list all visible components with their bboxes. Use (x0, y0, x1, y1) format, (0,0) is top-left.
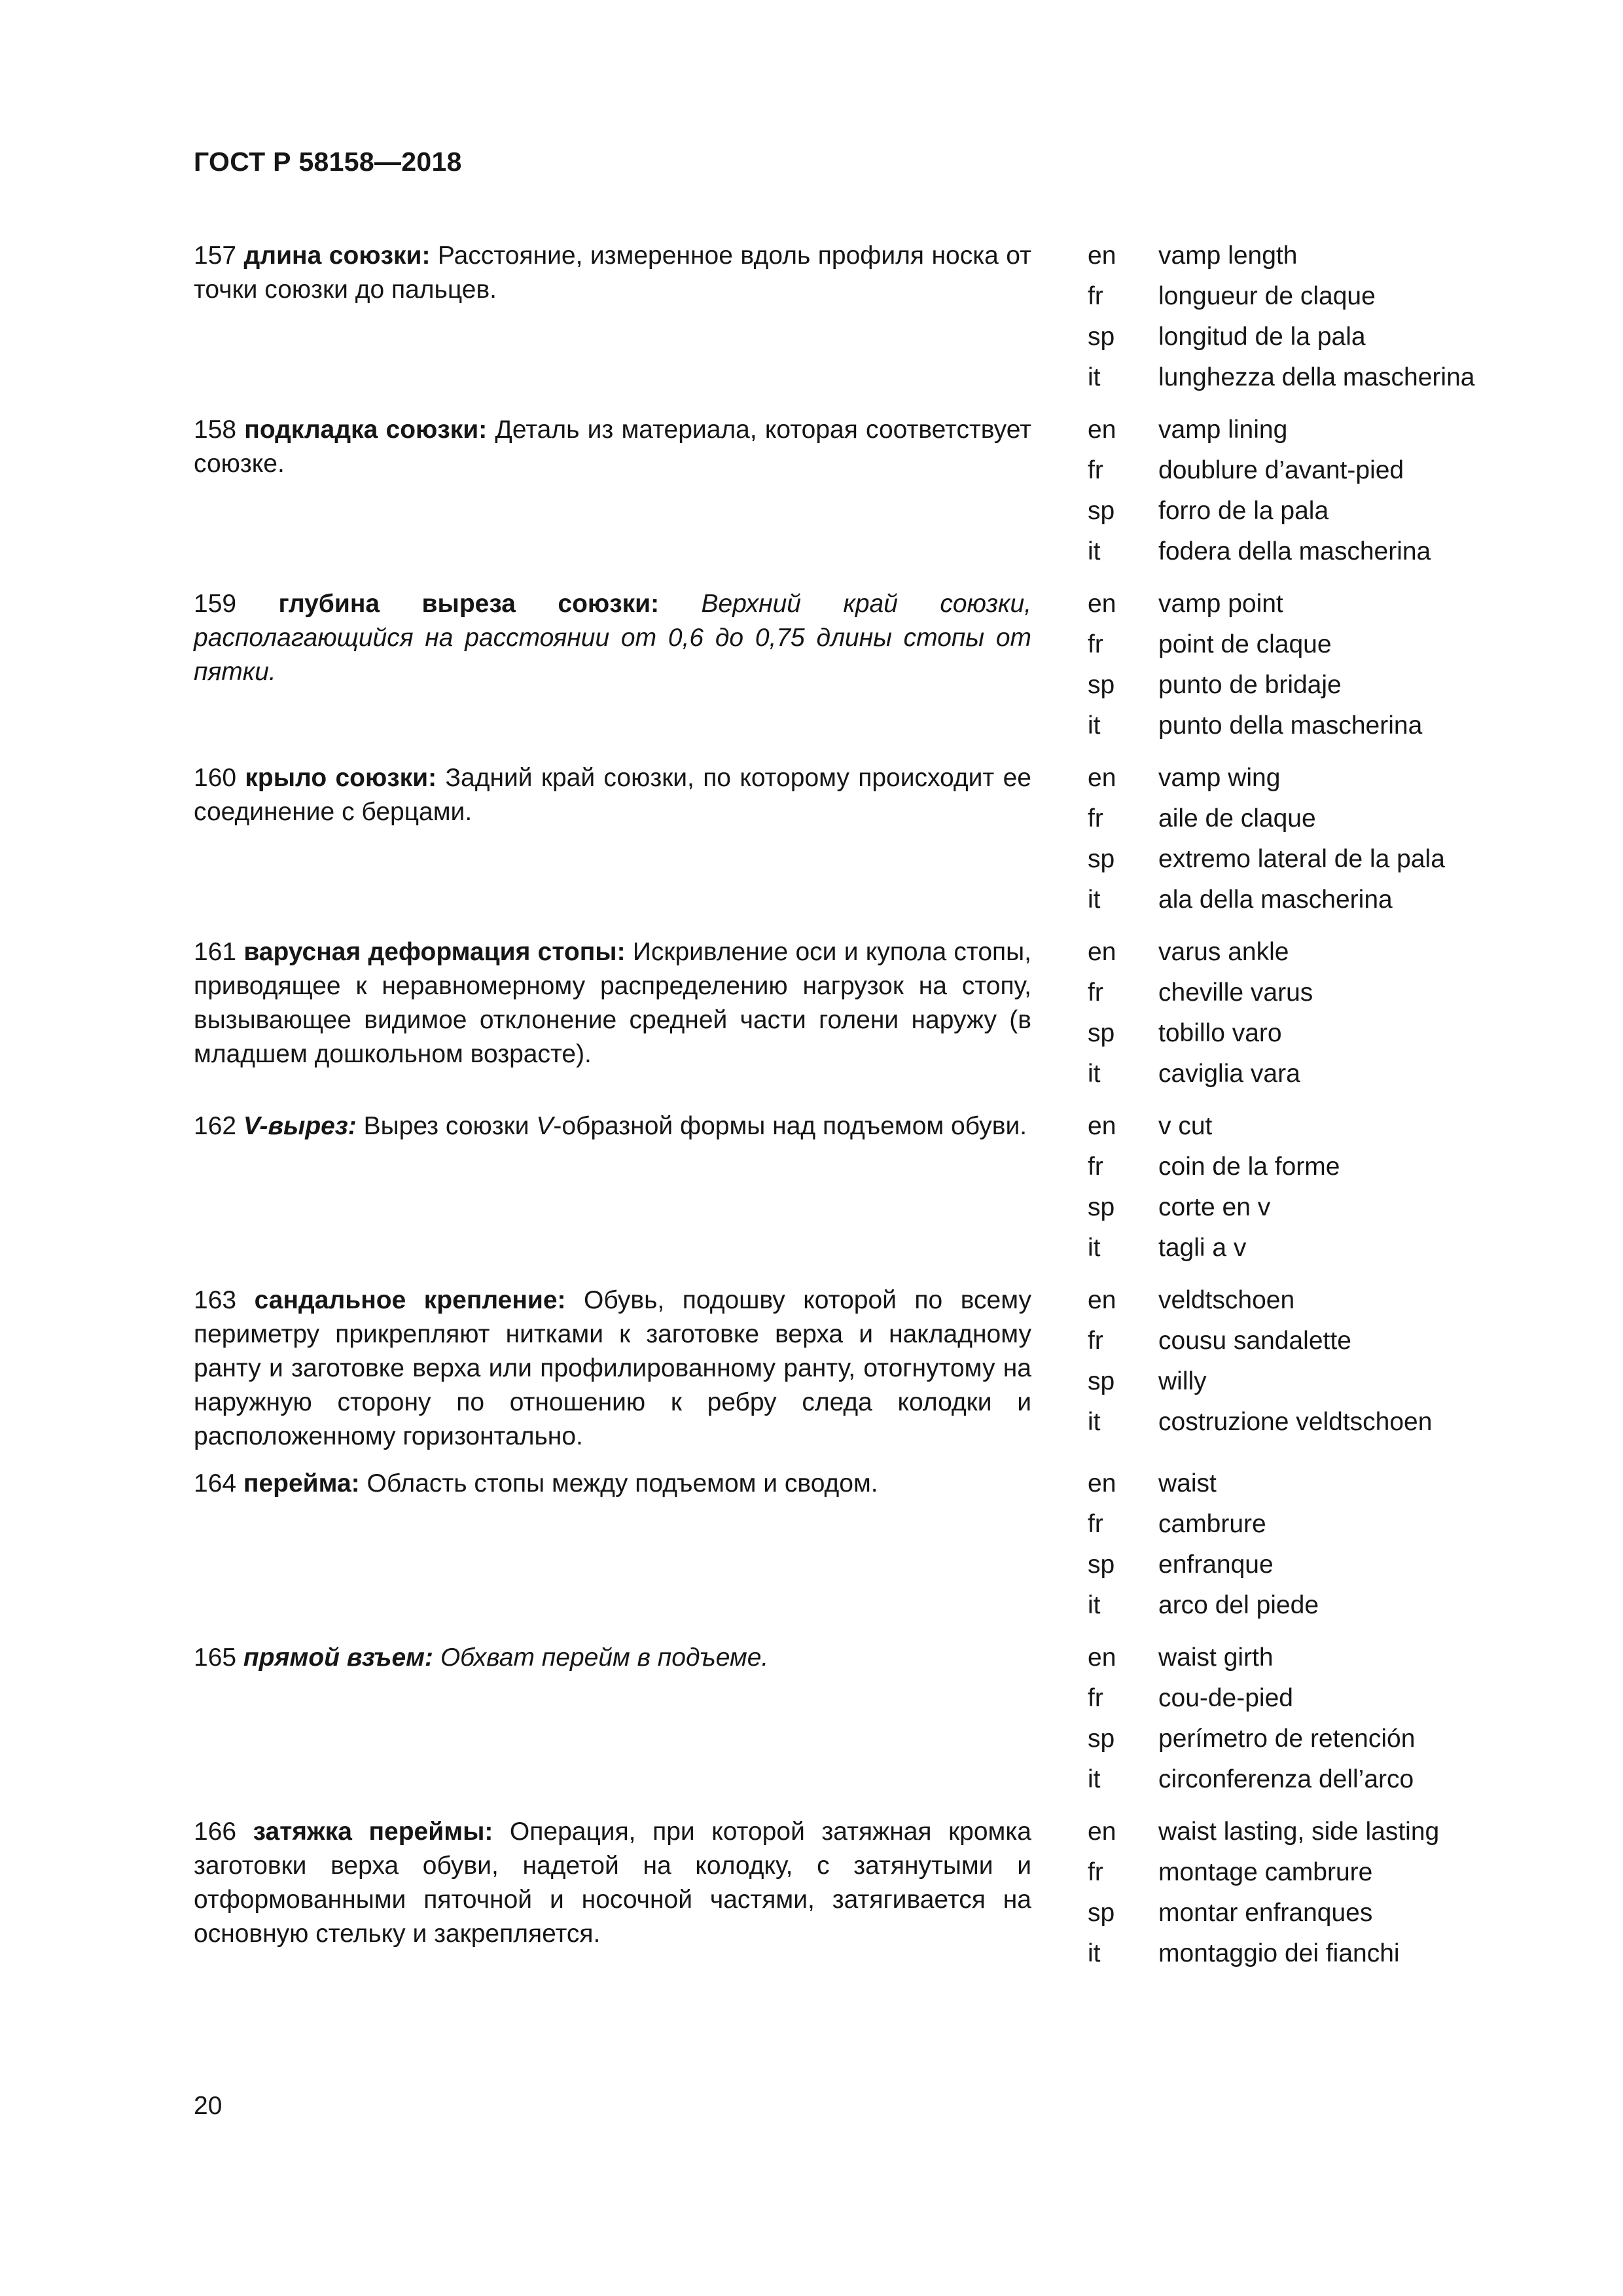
lang-code: en (1088, 938, 1116, 966)
translation-sp (1088, 1191, 1340, 1231)
lang-code: sp (1088, 323, 1115, 351)
translations (1088, 1283, 1432, 1446)
term-text: Обувь, подошву которой по всему периметру прикрепляют нитками к заготовке верха и накладному ранту и заготовке верха или профилированному ранту, отогнутому на наружную сторону по отношению к ребру следа колодки и расположенному горизонтально. (194, 1286, 1031, 1450)
lang-code: it (1088, 537, 1101, 565)
translation-it (1088, 535, 1431, 575)
lang-code: sp (1088, 1899, 1115, 1927)
translation-text: cou-de-pied (1158, 1684, 1293, 1712)
term-title: варусная деформация стопы: (243, 938, 626, 966)
translation-text: v cut (1158, 1112, 1213, 1140)
term-entry-162 (194, 1109, 1503, 1283)
lang-code: en (1088, 764, 1116, 792)
lang-code: en (1088, 590, 1116, 618)
lang-code: it (1088, 1939, 1101, 1967)
translation-en (1088, 1815, 1439, 1856)
translation-text: willy (1158, 1367, 1207, 1395)
lang-code: it (1088, 1765, 1101, 1793)
lang-code: en (1088, 416, 1116, 444)
translation-sp (1088, 1896, 1439, 1937)
term-definition (194, 935, 1031, 1071)
translation-text: forro de la pala (1158, 497, 1329, 525)
term-entry-160 (194, 761, 1503, 935)
term-number: 157 (194, 242, 237, 270)
translation-it (1088, 1057, 1313, 1098)
translation-sp (1088, 320, 1474, 361)
translation-fr (1088, 454, 1431, 494)
translation-text: aile de claque (1158, 804, 1316, 833)
term-text: Задний край союзки, по которому происходит ее соединение с берцами. (194, 764, 1031, 826)
term-text: Верхний край союзки, располагающийся на расстоянии от 0,6 до 0,75 длины стопы от пятки. (194, 590, 1031, 686)
lang-code: fr (1088, 1327, 1103, 1355)
translation-en (1088, 1109, 1340, 1150)
term-title: сандальное крепление: (254, 1286, 566, 1314)
translation-sp (1088, 842, 1445, 883)
translation-en (1088, 1467, 1319, 1507)
term-text: Деталь из материала, которая соответствует союзке. (194, 416, 1031, 478)
translation-en (1088, 761, 1445, 802)
translations (1088, 587, 1422, 749)
lang-code: it (1088, 1408, 1101, 1436)
lang-code: en (1088, 242, 1116, 270)
translation-sp (1088, 1365, 1432, 1405)
translation-text: punto della mascherina (1158, 711, 1423, 740)
lang-code: fr (1088, 1858, 1103, 1886)
translation-text: vamp point (1158, 590, 1283, 618)
lang-code: it (1088, 886, 1101, 914)
translation-text: caviglia vara (1158, 1060, 1300, 1088)
translation-text: perímetro de retención (1158, 1725, 1416, 1753)
translation-text: punto de bridaje (1158, 671, 1342, 699)
translation-text: veldtschoen (1158, 1286, 1295, 1314)
translation-text: vamp length (1158, 242, 1298, 270)
term-title: глубина выреза союзки: (278, 590, 660, 618)
translation-text: arco del piede (1158, 1591, 1319, 1619)
translation-text: longitud de la pala (1158, 323, 1366, 351)
translation-en (1088, 413, 1431, 454)
lang-code: sp (1088, 1725, 1115, 1753)
term-definition (194, 587, 1031, 689)
term-number: 162 (194, 1112, 237, 1140)
lang-code: it (1088, 1060, 1101, 1088)
translation-text: coin de la forme (1158, 1153, 1340, 1181)
term-number: 164 (194, 1469, 237, 1498)
translation-sp (1088, 668, 1422, 709)
lang-code: en (1088, 1643, 1116, 1672)
translation-fr (1088, 1507, 1319, 1548)
term-number: 165 (194, 1643, 237, 1672)
term-title: затяжка переймы: (253, 1818, 493, 1846)
lang-code: sp (1088, 497, 1115, 525)
lang-code: it (1088, 711, 1101, 740)
translation-fr (1088, 1150, 1340, 1191)
translation-text: montar enfranques (1158, 1899, 1373, 1927)
translation-text: cheville varus (1158, 978, 1313, 1007)
term-title: перейма: (243, 1469, 360, 1498)
translation-it (1088, 1231, 1340, 1272)
lang-code: fr (1088, 1153, 1103, 1181)
lang-code: it (1088, 1234, 1101, 1262)
translation-fr (1088, 628, 1422, 668)
term-title: подкладка союзки: (244, 416, 488, 444)
translation-sp (1088, 1548, 1319, 1588)
translation-fr (1088, 1681, 1415, 1722)
term-text: Область стопы между подъемом и сводом. (366, 1469, 878, 1498)
term-entry-157 (194, 239, 1503, 413)
translation-fr (1088, 976, 1313, 1016)
lang-code: fr (1088, 1510, 1103, 1538)
translation-text: tobillo varo (1158, 1019, 1282, 1047)
translation-text: tagli a v (1158, 1234, 1247, 1262)
term-text-part: Вырез союзки (363, 1112, 537, 1140)
term-entries (194, 239, 1503, 1989)
translation-text: waist lasting, side lasting (1158, 1818, 1440, 1846)
translation-text: vamp lining (1158, 416, 1288, 444)
term-entry-166 (194, 1815, 1503, 1989)
translation-sp (1088, 494, 1431, 535)
term-number: 160 (194, 764, 237, 792)
translation-it (1088, 709, 1422, 749)
lang-code: sp (1088, 845, 1115, 873)
translation-fr (1088, 1324, 1432, 1365)
term-definition (194, 1283, 1031, 1454)
translation-text: ala della mascherina (1158, 886, 1393, 914)
lang-code: en (1088, 1286, 1116, 1314)
translation-text: fodera della mascherina (1158, 537, 1431, 565)
lang-code: fr (1088, 630, 1103, 658)
term-entry-164 (194, 1467, 1503, 1641)
term-text (364, 1112, 1027, 1140)
translation-en (1088, 1641, 1415, 1681)
translation-text: waist (1158, 1469, 1217, 1498)
translation-text: circonferenza dell’arco (1158, 1765, 1414, 1793)
translation-fr (1088, 802, 1445, 842)
translation-text: varus ankle (1158, 938, 1289, 966)
translations (1088, 935, 1313, 1098)
term-entry-165 (194, 1641, 1503, 1815)
lang-code: it (1088, 363, 1101, 391)
translation-text: vamp wing (1158, 764, 1281, 792)
translations (1088, 413, 1431, 575)
translation-text: extremo lateral de la pala (1158, 845, 1445, 873)
translations (1088, 1641, 1415, 1803)
translations (1088, 1467, 1319, 1629)
lang-code: en (1088, 1818, 1116, 1846)
translation-text: waist girth (1158, 1643, 1274, 1672)
term-text: Операция, при которой затяжная кромка заготовки верха обуви, надетой на колодку, с затянутыми и отформованными пяточной и носочной частями, затягивается на основную стельку и закрепляется. (194, 1818, 1031, 1948)
translations (1088, 1109, 1340, 1272)
term-title: длина союзки: (243, 242, 431, 270)
page-number: 20 (194, 2092, 223, 2120)
translation-text: doublure d’avant-pied (1158, 456, 1404, 484)
lang-code: fr (1088, 1684, 1103, 1712)
lang-code: en (1088, 1112, 1116, 1140)
translation-text: costruzione veldtschoen (1158, 1408, 1433, 1436)
translation-it (1088, 1937, 1439, 1977)
translations (1088, 239, 1474, 401)
translation-en (1088, 935, 1313, 976)
translation-en (1088, 239, 1474, 279)
translation-sp (1088, 1722, 1415, 1763)
term-entry-158 (194, 413, 1503, 587)
translations (1088, 1815, 1439, 1977)
translation-text: point de claque (1158, 630, 1332, 658)
term-number: 161 (194, 938, 237, 966)
term-definition (194, 1641, 1031, 1675)
lang-code: sp (1088, 1551, 1115, 1579)
translation-text: montage cambrure (1158, 1858, 1373, 1886)
lang-code: sp (1088, 671, 1115, 699)
translation-text: montaggio dei fianchi (1158, 1939, 1400, 1967)
translation-it (1088, 1405, 1432, 1446)
translation-it (1088, 883, 1445, 924)
document-header: ГОСТ Р 58158—2018 (194, 147, 462, 177)
lang-code: en (1088, 1469, 1116, 1498)
translation-it (1088, 1763, 1415, 1803)
term-definition (194, 1109, 1031, 1143)
lang-code: sp (1088, 1019, 1115, 1047)
translation-text: lunghezza della mascherina (1158, 363, 1475, 391)
translations (1088, 761, 1445, 924)
translation-fr (1088, 1856, 1439, 1896)
term-title: крыло союзки: (245, 764, 437, 792)
lang-code: sp (1088, 1367, 1115, 1395)
lang-code: fr (1088, 282, 1103, 310)
translation-text: enfranque (1158, 1551, 1274, 1579)
translation-text: corte en v (1158, 1193, 1271, 1221)
translation-text: cambrure (1158, 1510, 1266, 1538)
term-definition (194, 1467, 1031, 1501)
term-number: 159 (194, 590, 237, 618)
term-entry-163 (194, 1283, 1503, 1467)
term-entry-161 (194, 935, 1503, 1109)
translation-sp (1088, 1016, 1313, 1057)
lang-code: it (1088, 1591, 1101, 1619)
term-text: Искривление оси и купола стопы, приводящее к неравномерному распределению нагрузок на стопу, вызывающее видимое отклонение средней части голени наружу (в младшем дошкольном возрасте). (194, 938, 1031, 1068)
term-number: 158 (194, 416, 237, 444)
translation-it (1088, 1588, 1319, 1629)
translation-en (1088, 1283, 1432, 1324)
translation-it (1088, 361, 1474, 401)
lang-code: fr (1088, 978, 1103, 1007)
term-number: 166 (194, 1818, 237, 1846)
term-text: Расстояние, измеренное вдоль профиля носка от точки союзки до пальцев. (194, 242, 1031, 304)
term-title: V-вырез: (243, 1112, 357, 1140)
term-title: прямой взъем: (243, 1643, 433, 1672)
translation-text: cousu sandalette (1158, 1327, 1351, 1355)
term-entry-159 (194, 587, 1503, 761)
lang-code: fr (1088, 804, 1103, 833)
translation-en (1088, 587, 1422, 628)
term-text: Обхват перейм в подъеме. (440, 1643, 769, 1672)
translation-text: longueur de claque (1158, 282, 1376, 310)
term-number: 163 (194, 1286, 237, 1314)
term-text-part: -образной формы над подъемом обуви. (553, 1112, 1027, 1140)
term-definition (194, 413, 1031, 481)
lang-code: sp (1088, 1193, 1115, 1221)
lang-code: fr (1088, 456, 1103, 484)
term-definition (194, 761, 1031, 829)
term-definition (194, 239, 1031, 307)
term-definition (194, 1815, 1031, 1951)
term-text-italic: V (536, 1112, 554, 1140)
translation-fr (1088, 279, 1474, 320)
